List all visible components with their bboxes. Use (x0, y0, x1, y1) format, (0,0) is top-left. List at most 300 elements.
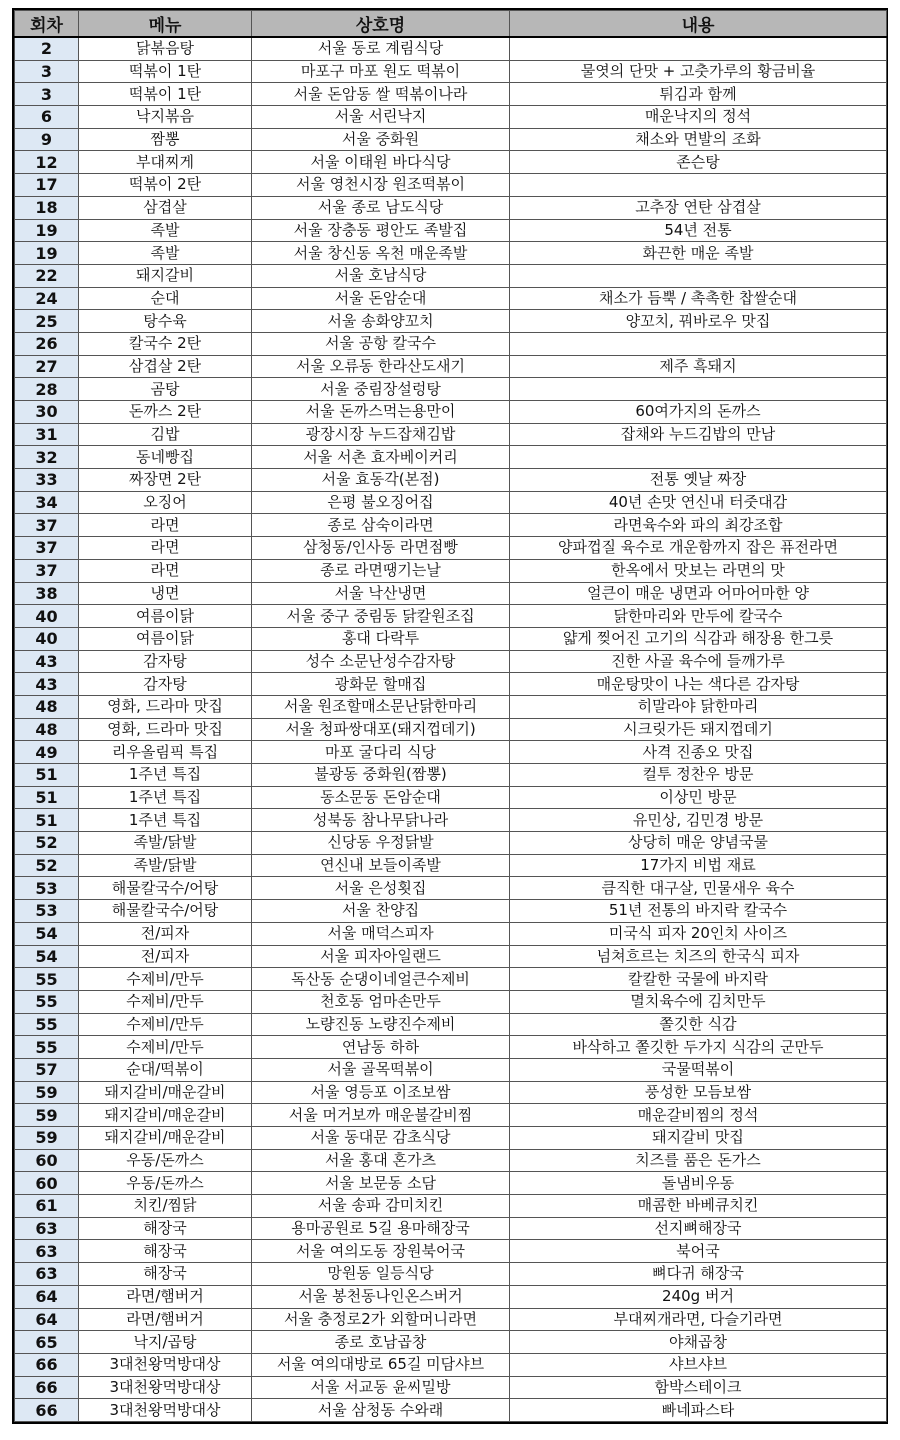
table-row (15, 832, 887, 855)
content-cell: 국물떡볶이 (510, 1058, 887, 1081)
content-cell: 라면육수와 파의 최강조합 (510, 514, 887, 537)
restaurant-cell: 불광동 중화원(짬뽕) (252, 764, 510, 787)
content-cell: 치즈를 품은 돈가스 (510, 1149, 887, 1172)
menu-cell: 1주년 특집 (79, 809, 252, 832)
content-cell (510, 174, 887, 197)
menu-cell: 곰탕 (79, 378, 252, 401)
table-row (15, 900, 887, 923)
episode-cell: 32 (15, 446, 79, 469)
content-cell: 닭한마리와 만두에 칼국수 (510, 605, 887, 628)
menu-cell: 삼겹살 (79, 196, 252, 219)
table-row (15, 968, 887, 991)
menu-cell: 라면/햄버거 (79, 1308, 252, 1331)
restaurant-cell: 서울 이태원 바다식당 (252, 151, 510, 174)
restaurant-cell: 서울 삼청동 수와래 (252, 1399, 510, 1422)
episode-cell: 2 (15, 37, 79, 60)
episode-cell: 43 (15, 650, 79, 673)
menu-cell: 돈까스 2탄 (79, 401, 252, 424)
content-cell: 히말라야 닭한마리 (510, 695, 887, 718)
restaurant-cell: 서울 중림장설렁탕 (252, 378, 510, 401)
table-row (15, 83, 887, 106)
content-cell: 멸치육수에 김치만두 (510, 990, 887, 1013)
restaurant-cell: 서울 충정로2가 외할머니라면 (252, 1308, 510, 1331)
restaurant-cell: 종로 라면땡기는날 (252, 559, 510, 582)
episode-cell: 63 (15, 1263, 79, 1286)
episode-cell: 19 (15, 219, 79, 242)
table-row (15, 605, 887, 628)
header-content: 내용 (510, 11, 887, 38)
restaurant-cell: 서울 송파 감미치킨 (252, 1195, 510, 1218)
table-row (15, 1013, 887, 1036)
episode-cell: 9 (15, 128, 79, 151)
menu-cell: 돼지갈비 (79, 264, 252, 287)
episode-cell: 12 (15, 151, 79, 174)
menu-cell: 낙지볶음 (79, 106, 252, 129)
content-cell: 부대찌개라면, 다슬기라면 (510, 1308, 887, 1331)
content-cell: 뼈다귀 해장국 (510, 1263, 887, 1286)
content-cell: 진한 사골 육수에 들깨가루 (510, 650, 887, 673)
content-cell: 함박스테이크 (510, 1376, 887, 1399)
content-cell: 야채곱창 (510, 1331, 887, 1354)
restaurant-cell: 서울 여의도동 장원북어국 (252, 1240, 510, 1263)
content-cell: 양파껍질 육수로 개운함까지 잡은 퓨전라면 (510, 537, 887, 560)
restaurant-cell: 서울 원조할매소문난닭한마리 (252, 695, 510, 718)
episode-cell: 61 (15, 1195, 79, 1218)
header-episode: 회차 (15, 11, 79, 38)
episode-cell: 59 (15, 1081, 79, 1104)
episode-cell: 59 (15, 1127, 79, 1150)
content-cell: 얇게 찢어진 고기의 식감과 해장용 한그릇 (510, 627, 887, 650)
menu-cell: 해장국 (79, 1240, 252, 1263)
menu-cell: 수제비/만두 (79, 990, 252, 1013)
menu-cell: 떡볶이 1탄 (79, 60, 252, 83)
menu-cell: 족발/닭발 (79, 832, 252, 855)
content-cell: 한옥에서 맛보는 라면의 맛 (510, 559, 887, 582)
restaurant-cell: 서울 호남식당 (252, 264, 510, 287)
episode-cell: 55 (15, 1013, 79, 1036)
episode-cell: 55 (15, 968, 79, 991)
content-cell: 유민상, 김민경 방문 (510, 809, 887, 832)
table-row (15, 491, 887, 514)
content-cell: 전통 옛날 짜장 (510, 469, 887, 492)
menu-cell: 라면 (79, 537, 252, 560)
content-cell (510, 37, 887, 60)
episode-cell: 27 (15, 355, 79, 378)
table-body (15, 37, 887, 1421)
restaurant-cell: 삼청동/인사동 라면점빵 (252, 537, 510, 560)
episode-cell: 65 (15, 1331, 79, 1354)
episode-cell: 60 (15, 1172, 79, 1195)
content-cell: 큼직한 대구살, 민물새우 육수 (510, 877, 887, 900)
episode-cell: 52 (15, 854, 79, 877)
table-row (15, 1058, 887, 1081)
menu-cell: 족발 (79, 219, 252, 242)
table-row (15, 1127, 887, 1150)
menu-cell: 냉면 (79, 582, 252, 605)
episode-cell: 59 (15, 1104, 79, 1127)
table-row (15, 355, 887, 378)
restaurant-cell: 성수 소문난성수감자탕 (252, 650, 510, 673)
episode-cell: 64 (15, 1308, 79, 1331)
episode-cell: 40 (15, 605, 79, 628)
menu-cell: 해물칼국수/어탕 (79, 900, 252, 923)
content-cell: 매운낙지의 정석 (510, 106, 887, 129)
restaurant-cell: 서울 낙산냉면 (252, 582, 510, 605)
table-row (15, 174, 887, 197)
menu-cell: 부대찌게 (79, 151, 252, 174)
menu-cell: 떡볶이 2탄 (79, 174, 252, 197)
restaurant-cell: 서울 봉천동나인온스버거 (252, 1285, 510, 1308)
menu-cell: 족발/닭발 (79, 854, 252, 877)
restaurant-cell: 서울 창신동 옥천 매운족발 (252, 242, 510, 265)
content-cell: 40년 손맛 연신내 터줏대감 (510, 491, 887, 514)
restaurant-cell: 서울 골목떡볶이 (252, 1058, 510, 1081)
table-row (15, 990, 887, 1013)
menu-cell: 족발 (79, 242, 252, 265)
content-cell: 튀김과 함께 (510, 83, 887, 106)
menu-cell: 탕수육 (79, 310, 252, 333)
content-cell (510, 264, 887, 287)
content-cell: 51년 전통의 바지락 칼국수 (510, 900, 887, 923)
restaurant-cell: 서울 서촌 효자베이커리 (252, 446, 510, 469)
table-row (15, 854, 887, 877)
episode-cell: 55 (15, 990, 79, 1013)
episode-cell: 26 (15, 332, 79, 355)
content-cell: 미국식 피자 20인치 사이즈 (510, 922, 887, 945)
menu-cell: 라면/햄버거 (79, 1285, 252, 1308)
content-cell: 채소와 면발의 조화 (510, 128, 887, 151)
restaurant-cell: 서울 청파쌍대포(돼지껍데기) (252, 718, 510, 741)
restaurant-cell: 종로 삼숙이라면 (252, 514, 510, 537)
table-row (15, 741, 887, 764)
restaurant-cell: 서울 영천시장 원조떡볶이 (252, 174, 510, 197)
content-cell: 돼지갈비 맛집 (510, 1127, 887, 1150)
episode-cell: 37 (15, 514, 79, 537)
content-cell: 바삭하고 쫄깃한 두가지 식감의 군만두 (510, 1036, 887, 1059)
content-cell: 고추장 연탄 삼겹살 (510, 196, 887, 219)
table-row (15, 1036, 887, 1059)
table-row (15, 1104, 887, 1127)
menu-cell: 1주년 특집 (79, 764, 252, 787)
menu-cell: 전/피자 (79, 945, 252, 968)
menu-cell: 순대/떡볶이 (79, 1058, 252, 1081)
menu-cell: 전/피자 (79, 922, 252, 945)
menu-cell: 동네빵집 (79, 446, 252, 469)
table-row (15, 1149, 887, 1172)
table-row (15, 446, 887, 469)
menu-cell: 감자탕 (79, 673, 252, 696)
table-row (15, 695, 887, 718)
restaurant-cell: 서울 홍대 혼가츠 (252, 1149, 510, 1172)
content-cell: 북어국 (510, 1240, 887, 1263)
restaurant-cell: 서울 서린낙지 (252, 106, 510, 129)
content-cell: 매운탕맛이 나는 색다른 감자탕 (510, 673, 887, 696)
table-row (15, 332, 887, 355)
restaurant-cell: 성북동 참나무닭나라 (252, 809, 510, 832)
table-row (15, 1240, 887, 1263)
content-cell: 선지뼈해장국 (510, 1217, 887, 1240)
restaurant-table (12, 8, 888, 1424)
episode-cell: 38 (15, 582, 79, 605)
restaurant-cell: 서울 장충동 평안도 족발집 (252, 219, 510, 242)
menu-cell: 라면 (79, 559, 252, 582)
restaurant-cell: 독산동 순댕이네얼큰수제비 (252, 968, 510, 991)
table-row (15, 401, 887, 424)
restaurant-cell: 망원동 일등식당 (252, 1263, 510, 1286)
menu-cell: 돼지갈비/매운갈비 (79, 1127, 252, 1150)
episode-cell: 51 (15, 786, 79, 809)
table-row (15, 537, 887, 560)
menu-cell: 수제비/만두 (79, 1036, 252, 1059)
restaurant-cell: 서울 돈암순대 (252, 287, 510, 310)
menu-cell: 짜장면 2탄 (79, 469, 252, 492)
menu-cell: 오징어 (79, 491, 252, 514)
episode-cell: 43 (15, 673, 79, 696)
restaurant-cell: 천호동 엄마손만두 (252, 990, 510, 1013)
episode-cell: 37 (15, 559, 79, 582)
episode-cell: 31 (15, 423, 79, 446)
content-cell (510, 378, 887, 401)
restaurant-cell: 서울 중구 중림동 닭칼원조집 (252, 605, 510, 628)
restaurant-cell: 서울 동로 계림식당 (252, 37, 510, 60)
episode-cell: 28 (15, 378, 79, 401)
menu-cell: 3대천왕먹방대상 (79, 1353, 252, 1376)
menu-cell: 수제비/만두 (79, 1013, 252, 1036)
menu-cell: 짬뽕 (79, 128, 252, 151)
content-cell: 채소가 듬뿍 / 촉촉한 찹쌀순대 (510, 287, 887, 310)
episode-cell: 53 (15, 900, 79, 923)
table-row (15, 1399, 887, 1422)
restaurant-cell: 은평 불오징어집 (252, 491, 510, 514)
table-row (15, 650, 887, 673)
restaurant-cell: 용마공원로 5길 용마해장국 (252, 1217, 510, 1240)
menu-cell: 리우올림픽 특집 (79, 741, 252, 764)
restaurant-cell: 서울 여의대방로 65길 미담샤브 (252, 1353, 510, 1376)
table-row (15, 264, 887, 287)
restaurant-cell: 연남동 하하 (252, 1036, 510, 1059)
menu-cell: 영화, 드라마 맛집 (79, 718, 252, 741)
episode-cell: 51 (15, 809, 79, 832)
episode-cell: 34 (15, 491, 79, 514)
table-row (15, 128, 887, 151)
table-row (15, 514, 887, 537)
content-cell: 사격 진종오 맛집 (510, 741, 887, 764)
restaurant-cell: 서울 찬양집 (252, 900, 510, 923)
episode-cell: 3 (15, 83, 79, 106)
header-menu: 메뉴 (79, 11, 252, 38)
restaurant-cell: 서울 공항 칼국수 (252, 332, 510, 355)
content-cell: 넘쳐흐르는 치즈의 한국식 피자 (510, 945, 887, 968)
restaurant-cell: 서울 매덕스피자 (252, 922, 510, 945)
table-row (15, 37, 887, 60)
menu-cell: 1주년 특집 (79, 786, 252, 809)
content-cell: 풍성한 모듬보쌈 (510, 1081, 887, 1104)
restaurant-cell: 서울 서교동 윤씨밀방 (252, 1376, 510, 1399)
content-cell: 이상민 방문 (510, 786, 887, 809)
menu-cell: 칼국수 2탄 (79, 332, 252, 355)
restaurant-cell: 서울 피자아일랜드 (252, 945, 510, 968)
episode-cell: 51 (15, 764, 79, 787)
episode-cell: 53 (15, 877, 79, 900)
menu-cell: 삼겹살 2탄 (79, 355, 252, 378)
restaurant-cell: 신당동 우정닭발 (252, 832, 510, 855)
menu-cell: 수제비/만두 (79, 968, 252, 991)
content-cell (510, 332, 887, 355)
menu-cell: 3대천왕먹방대상 (79, 1376, 252, 1399)
episode-cell: 66 (15, 1376, 79, 1399)
episode-cell: 30 (15, 401, 79, 424)
content-cell: 17가지 비법 재료 (510, 854, 887, 877)
episode-cell: 60 (15, 1149, 79, 1172)
restaurant-cell: 홍대 다락투 (252, 627, 510, 650)
header-row (15, 11, 887, 38)
content-cell: 상당히 매운 양념국물 (510, 832, 887, 855)
menu-cell: 영화, 드라마 맛집 (79, 695, 252, 718)
menu-cell: 감자탕 (79, 650, 252, 673)
content-cell: 60여가지의 돈까스 (510, 401, 887, 424)
table-row (15, 945, 887, 968)
episode-cell: 57 (15, 1058, 79, 1081)
table-row (15, 764, 887, 787)
menu-cell: 해물칼국수/어탕 (79, 877, 252, 900)
table-row (15, 1195, 887, 1218)
content-cell: 컬투 정찬우 방문 (510, 764, 887, 787)
table-row (15, 673, 887, 696)
restaurant-cell: 서울 중화원 (252, 128, 510, 151)
table-row (15, 627, 887, 650)
content-cell: 제주 흑돼지 (510, 355, 887, 378)
table-row (15, 1376, 887, 1399)
episode-cell: 6 (15, 106, 79, 129)
restaurant-cell: 연신내 보들이족발 (252, 854, 510, 877)
restaurant-cell: 서울 머거보까 매운불갈비찜 (252, 1104, 510, 1127)
table-row (15, 809, 887, 832)
episode-cell: 19 (15, 242, 79, 265)
restaurant-cell: 마포 굴다리 식당 (252, 741, 510, 764)
table-row (15, 559, 887, 582)
content-cell: 샤브샤브 (510, 1353, 887, 1376)
restaurant-cell: 서울 오류동 한라산도새기 (252, 355, 510, 378)
episode-cell: 48 (15, 718, 79, 741)
table-row (15, 786, 887, 809)
episode-cell: 63 (15, 1217, 79, 1240)
episode-cell: 49 (15, 741, 79, 764)
episode-cell: 40 (15, 627, 79, 650)
restaurant-cell: 서울 효동각(본점) (252, 469, 510, 492)
table-row (15, 1331, 887, 1354)
table-row (15, 1308, 887, 1331)
table-row (15, 1172, 887, 1195)
episode-cell: 54 (15, 922, 79, 945)
menu-cell: 김밥 (79, 423, 252, 446)
restaurant-cell: 마포구 마포 원도 떡볶이 (252, 60, 510, 83)
header-restaurant: 상호명 (252, 11, 510, 38)
table-row (15, 922, 887, 945)
restaurant-cell: 서울 종로 남도식당 (252, 196, 510, 219)
content-cell: 물엿의 단맛 + 고춧가루의 황금비율 (510, 60, 887, 83)
menu-cell: 돼지갈비/매운갈비 (79, 1104, 252, 1127)
episode-cell: 17 (15, 174, 79, 197)
content-cell (510, 446, 887, 469)
content-cell: 잡채와 누드김밥의 만남 (510, 423, 887, 446)
menu-cell: 여름이닭 (79, 605, 252, 628)
menu-cell: 해장국 (79, 1263, 252, 1286)
restaurant-cell: 서울 돈까스먹는용만이 (252, 401, 510, 424)
menu-cell: 낙지/곱탕 (79, 1331, 252, 1354)
menu-cell: 라면 (79, 514, 252, 537)
episode-cell: 63 (15, 1240, 79, 1263)
content-cell: 존슨탕 (510, 151, 887, 174)
content-cell: 매운갈비찜의 정석 (510, 1104, 887, 1127)
content-cell: 돌냄비우동 (510, 1172, 887, 1195)
restaurant-cell: 노량진동 노량진수제비 (252, 1013, 510, 1036)
content-cell: 매콤한 바베큐치킨 (510, 1195, 887, 1218)
menu-cell: 돼지갈비/매운갈비 (79, 1081, 252, 1104)
restaurant-cell: 서울 은성횟집 (252, 877, 510, 900)
table-row (15, 378, 887, 401)
content-cell: 시크릿가든 돼지껍데기 (510, 718, 887, 741)
menu-cell: 닭볶음탕 (79, 37, 252, 60)
content-cell: 54년 전통 (510, 219, 887, 242)
content-cell: 빠네파스타 (510, 1399, 887, 1422)
table-row (15, 1263, 887, 1286)
restaurant-cell: 서울 동대문 감초식당 (252, 1127, 510, 1150)
episode-cell: 24 (15, 287, 79, 310)
content-cell: 쫄깃한 식감 (510, 1013, 887, 1036)
episode-cell: 3 (15, 60, 79, 83)
table-row (15, 287, 887, 310)
content-cell: 화끈한 매운 족발 (510, 242, 887, 265)
restaurant-cell: 서울 송화양꼬치 (252, 310, 510, 333)
table-row (15, 469, 887, 492)
menu-cell: 여름이닭 (79, 627, 252, 650)
table-row (15, 423, 887, 446)
episode-cell: 33 (15, 469, 79, 492)
content-cell: 얼큰이 매운 냉면과 어마어마한 양 (510, 582, 887, 605)
table-row (15, 1081, 887, 1104)
episode-cell: 48 (15, 695, 79, 718)
restaurant-cell: 서울 돈암동 쌀 떡볶이나라 (252, 83, 510, 106)
menu-cell: 우동/돈까스 (79, 1172, 252, 1195)
episode-cell: 25 (15, 310, 79, 333)
episode-cell: 64 (15, 1285, 79, 1308)
menu-cell: 떡볶이 1탄 (79, 83, 252, 106)
episode-cell: 55 (15, 1036, 79, 1059)
table-row (15, 582, 887, 605)
episode-cell: 66 (15, 1399, 79, 1422)
episode-cell: 37 (15, 537, 79, 560)
restaurant-cell: 종로 호남곱창 (252, 1331, 510, 1354)
restaurant-cell: 서울 영등포 이조보쌈 (252, 1081, 510, 1104)
menu-cell: 우동/돈까스 (79, 1149, 252, 1172)
table-row (15, 60, 887, 83)
menu-cell: 해장국 (79, 1217, 252, 1240)
table-row (15, 242, 887, 265)
episode-cell: 22 (15, 264, 79, 287)
restaurant-cell: 광화문 할매집 (252, 673, 510, 696)
content-cell: 240g 버거 (510, 1285, 887, 1308)
restaurant-cell: 동소문동 돈암순대 (252, 786, 510, 809)
table-row (15, 219, 887, 242)
menu-cell: 순대 (79, 287, 252, 310)
episode-cell: 52 (15, 832, 79, 855)
table-row (15, 196, 887, 219)
table-row (15, 1285, 887, 1308)
episode-cell: 18 (15, 196, 79, 219)
table-row (15, 877, 887, 900)
table-row (15, 106, 887, 129)
table-row (15, 310, 887, 333)
